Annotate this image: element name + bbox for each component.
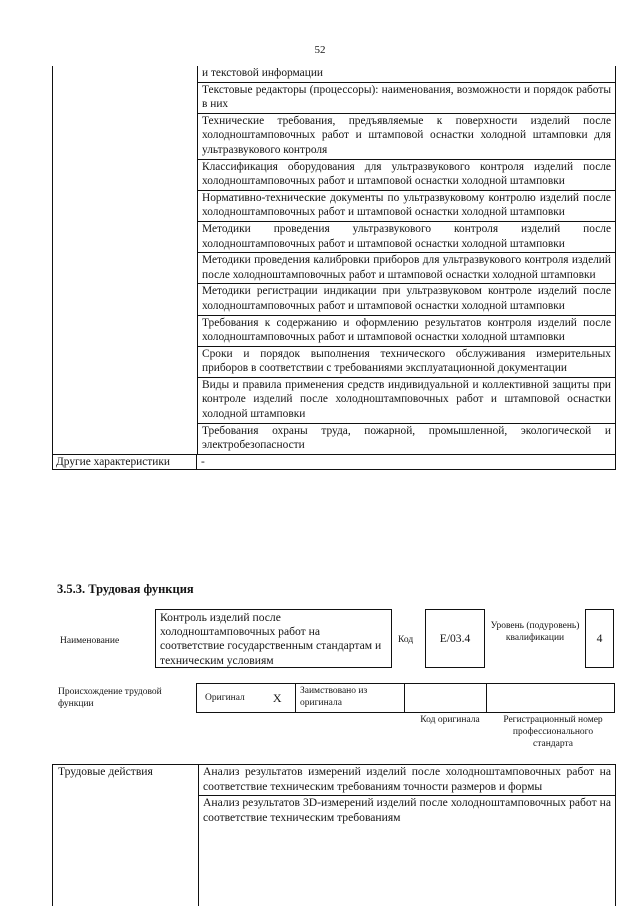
labor-actions-label: Трудовые действия (53, 765, 199, 906)
function-origin-row (196, 683, 615, 713)
requirement-item: Виды и правила применения средств индивидуальной и коллективной защиты при контроле изделий после холодноштамповочных работ и штамповой оснастки холодной штамповки (198, 377, 615, 423)
requirements-row (53, 66, 615, 454)
requirement-item: Требования охраны труда, пожарной, промышленной, экологической и электробезопасности (198, 423, 615, 454)
qualification-level-label: Уровень (подуровень) квалификации (490, 621, 580, 643)
requirement-item: Методики проведения ультразвукового контроля изделий после холодноштамповочных работ и штамповой оснастки холодной штамповки (198, 221, 615, 252)
section-title: 3.5.3. Трудовая функция (57, 582, 194, 596)
requirement-item: Сроки и порядок выполнения технического обслуживания измерительных приборов в соответствии с требованиями эксплуатационной документации (198, 346, 615, 377)
labor-action-item: Анализ результатов измерений изделий после холодноштамповочных работ на соответствие техническим требованиям точности размеров и формы (203, 765, 611, 793)
page-number: 52 (314, 44, 326, 56)
original-mark: X (272, 690, 282, 705)
labor-action-item: Анализ результатов 3D-измерений изделий после холодноштамповочных работ на соответствие техническим требованиям (199, 795, 615, 826)
function-code-value: E/03.4 (425, 609, 485, 668)
requirement-item: Требования к содержанию и оформлению результатов контроля изделий после холодноштамповочных работ и штамповой оснастки холодной штамповки (198, 315, 615, 346)
requirement-item: Классификация оборудования для ультразвукового контроля изделий после холодноштамповочных работ и штамповой оснастки холодной штамповки (198, 159, 615, 190)
requirements-list (198, 66, 615, 454)
function-name-label: Наименование (60, 636, 120, 646)
code-original-cell (404, 684, 486, 712)
registration-number-cell (486, 684, 614, 712)
registration-number-caption: Регистрационный номер профессионального стандарта (503, 715, 603, 749)
function-name-value: Контроль изделий после холодноштамповочных работ на соответствие государственным стандартам и техническим условиям (155, 609, 392, 668)
requirement-item: Текстовые редакторы (процессоры): наименования, возможности и порядок работы в них (198, 82, 615, 113)
requirements-table (52, 66, 616, 470)
qualification-level-value: 4 (585, 609, 614, 668)
original-label: Оригинал (205, 693, 245, 703)
other-characteristics-label: Другие характеристики (53, 455, 197, 469)
code-original-caption: Код оригинала (420, 715, 480, 725)
function-code-label: Код (398, 635, 414, 645)
borrowed-label: Заимствовано из оригинала (295, 684, 404, 712)
other-characteristics-row (53, 454, 615, 469)
labor-actions-table (52, 764, 616, 906)
function-origin-label: Происхождение трудовой функции (58, 687, 162, 709)
requirement-item: Нормативно-технические документы по ультразвуковому контролю изделий после холодноштамповочных работ и штамповой оснастки холодной штамповки (198, 190, 615, 221)
requirement-item: и текстовой информации (202, 67, 324, 79)
requirement-item: Технические требования, предъявляемые к поверхности изделий после холодноштамповочных работ и штамповой оснастки холодной штамповки для ультразвукового контроля (198, 113, 615, 159)
labor-actions-list (199, 765, 615, 906)
original-cell (197, 684, 295, 712)
requirement-item: Методики проведения калибровки приборов для ультразвукового контроля изделий после холодноштамповочных работ и штамповой оснастки холодной штамповки (198, 252, 615, 283)
other-characteristics-value: - (201, 455, 205, 468)
requirement-item: Методики регистрации индикации при ультразвуковом контроле изделий после холодноштамповочных работ и штамповой оснастки холодной штамповки (198, 283, 615, 314)
requirements-label-cell (53, 66, 198, 454)
